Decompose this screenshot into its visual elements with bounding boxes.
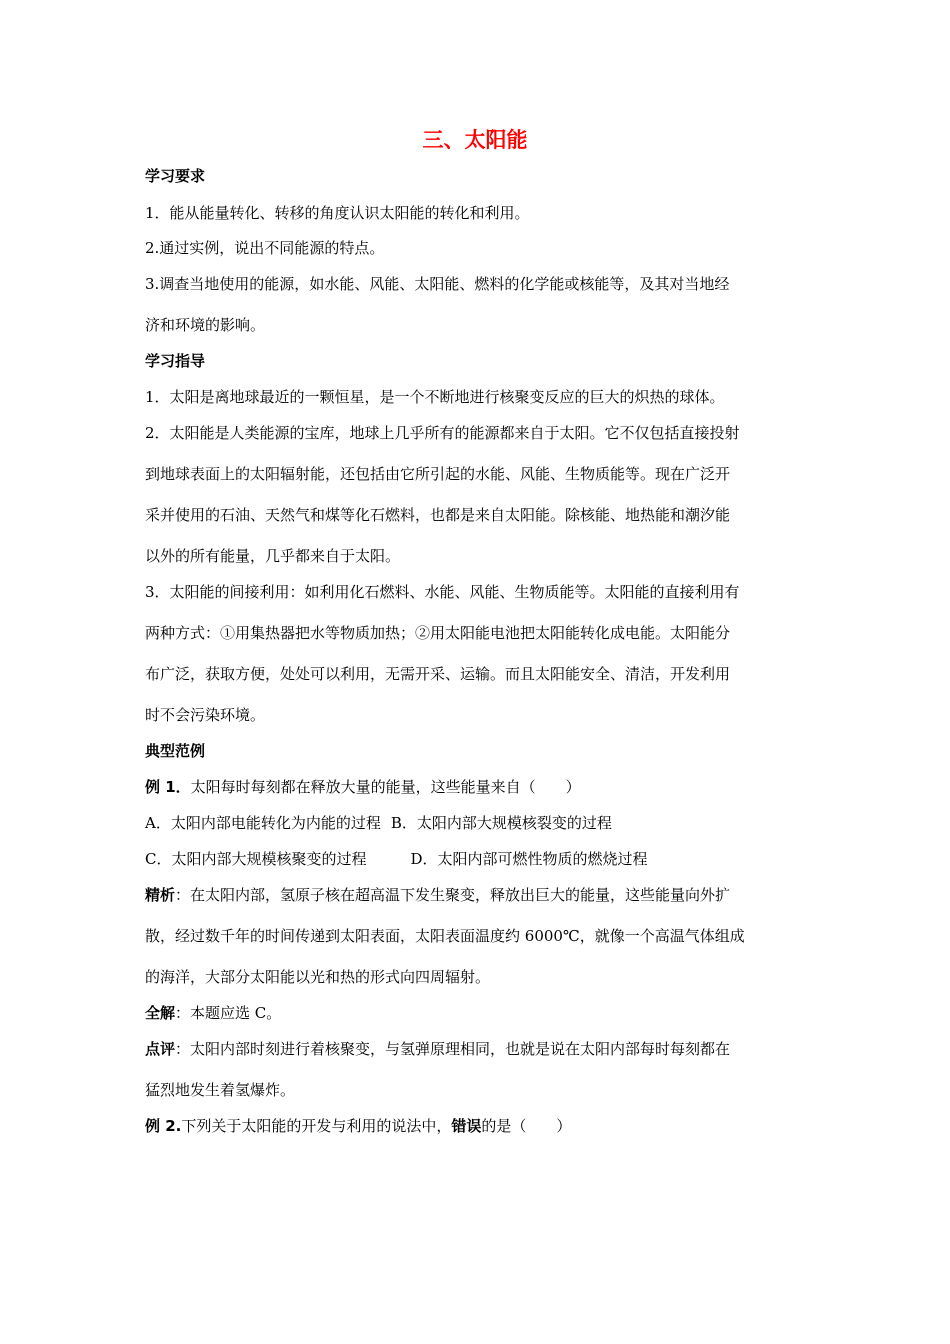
example-1-option-b: B．太阳内部大规模核裂变的过程: [390, 814, 612, 832]
requirement-line-1: 1．能从能量转化、转移的角度认识太阳能的转化和利用。: [145, 204, 530, 222]
example-2-label: 例 2.: [145, 1117, 182, 1135]
example-2-question-post: 的是（ ）: [481, 1117, 572, 1135]
example-1-solution: [145, 1003, 810, 1023]
guidance-line-2: 2．太阳能是人类能源的宝库，地球上几乎所有的能源都来自于太阳。它不仅包括直接投射: [145, 424, 740, 442]
example-1-comment-line-2: 猛烈地发生着氢爆炸。: [145, 1081, 296, 1099]
page-title: 三、太阳能: [422, 128, 528, 152]
guidance-line-5: 以外的所有能量，几乎都来自于太阳。: [145, 547, 401, 565]
solution-label: 全解: [145, 1004, 176, 1022]
example-1-comment-line-1: [145, 1039, 810, 1059]
section-heading-requirements: 学习要求: [145, 167, 206, 185]
example-1-analysis-line-3: 的海洋，大部分太阳能以光和热的形式向四周辐射。: [145, 968, 491, 986]
guidance-line-9: 时不会污染环境。: [145, 706, 266, 724]
guidance-line-8: 布广泛，获取方便，处处可以利用，无需开采、运输。而且太阳能安全、清洁，开发利用: [145, 665, 731, 683]
example-1-question-text: 太阳每时每刻都在释放大量的能量，这些能量来自（ ）: [190, 778, 581, 796]
example-2-question-emphasis: 错误: [451, 1117, 482, 1135]
requirement-line-2: 2.通过实例，说出不同能源的特点。: [145, 239, 385, 257]
example-1-option-c: C．太阳内部大规模核聚变的过程: [145, 850, 367, 868]
section-heading-guidance: 学习指导: [145, 352, 206, 370]
section-heading-examples: 典型范例: [145, 742, 206, 760]
guidance-line-3: 到地球表面上的太阳辐射能，还包括由它所引起的水能、风能、生物质能等。现在广泛开: [145, 465, 731, 483]
example-2-question-pre: 下列关于太阳能的开发与利用的说法中，: [181, 1117, 452, 1135]
comment-label: 点评: [145, 1040, 176, 1058]
example-1-analysis-line-2: 散，经过数千年的时间传递到太阳表面，太阳表面温度约 6000℃，就像一个高温气体组成: [145, 927, 745, 945]
requirement-line-4: 济和环境的影响。: [145, 316, 266, 334]
example-1-options-row-1: [145, 813, 810, 833]
solution-text: ：本题应选 C。: [175, 1004, 282, 1022]
guidance-line-6: 3．太阳能的间接利用：如利用化石燃料、水能、风能、生物质能等。太阳能的直接利用有: [145, 583, 740, 601]
example-1-label: 例 1．: [145, 778, 191, 796]
analysis-label: 精析: [145, 886, 176, 904]
example-1-question: [145, 777, 810, 797]
guidance-line-7: 两种方式：①用集热器把水等物质加热；②用太阳能电池把太阳能转化成电能。太阳能分: [145, 624, 731, 642]
guidance-line-1: 1．太阳是离地球最近的一颗恒星，是一个不断地进行核聚变反应的巨大的炽热的球体。: [145, 388, 725, 406]
example-1-option-d: D．太阳内部可燃性物质的燃烧过程: [410, 850, 648, 868]
comment-text-1: ：太阳内部时刻进行着核聚变，与氢弹原理相同，也就是说在太阳内部每时每刻都在: [175, 1040, 731, 1058]
analysis-text-1: ：在太阳内部，氢原子核在超高温下发生聚变，释放出巨大的能量，这些能量向外扩: [175, 886, 731, 904]
example-1-analysis-line-1: [145, 885, 810, 905]
guidance-line-4: 采并使用的石油、天然气和煤等化石燃料，也都是来自太阳能。除核能、地热能和潮汐能: [145, 506, 731, 524]
example-1-option-a: A．太阳内部电能转化为内能的过程: [145, 814, 381, 832]
example-1-options-row-2: [145, 849, 810, 869]
example-2-question: [145, 1116, 810, 1136]
requirement-line-3: 3.调查当地使用的能源，如水能、风能、太阳能、燃料的化学能或核能等，及其对当地经: [145, 275, 730, 293]
